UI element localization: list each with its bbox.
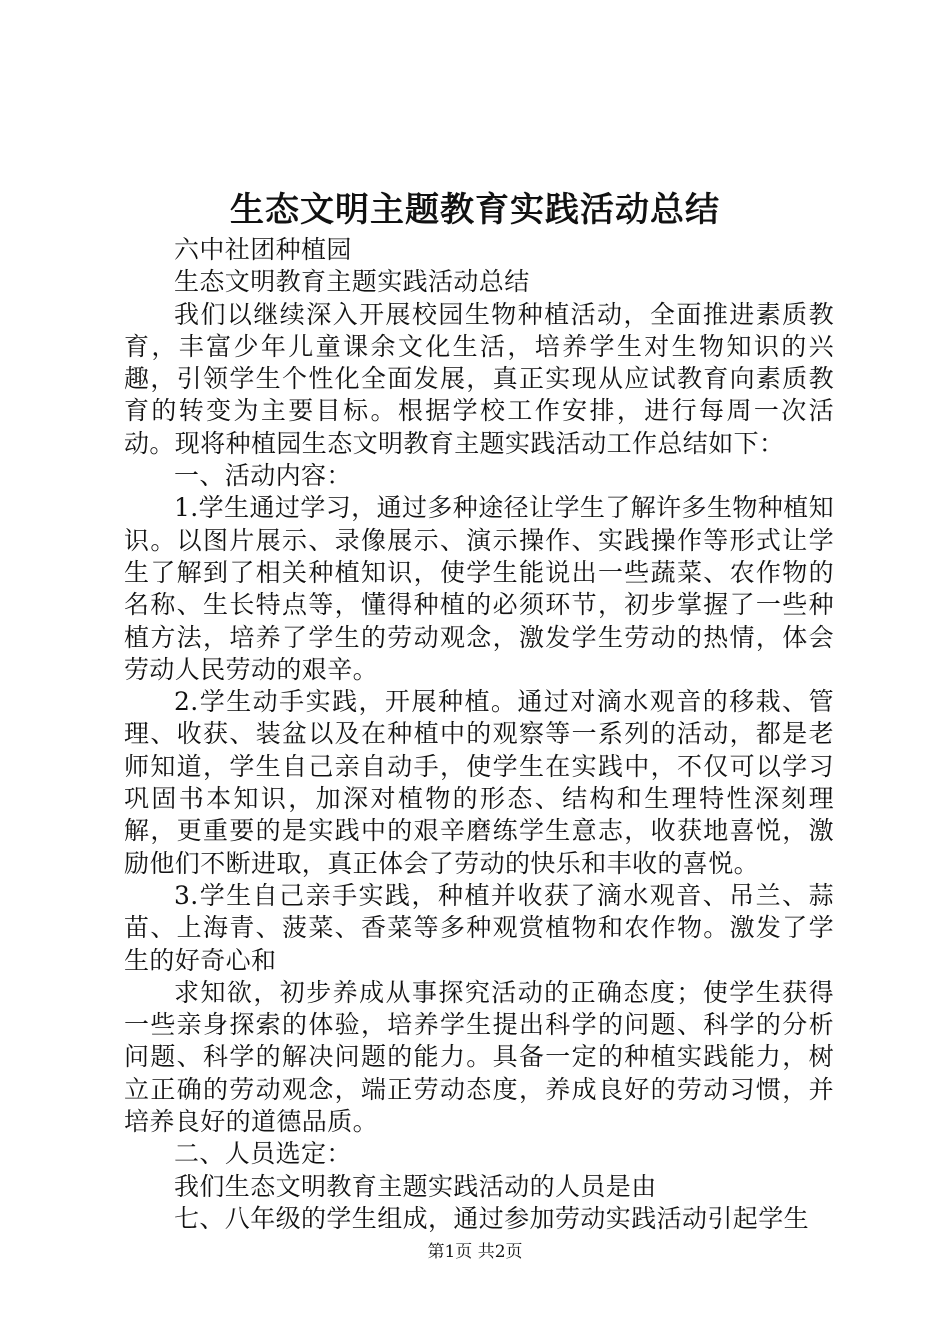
section-heading-personnel: 二、人员选定： [174, 1139, 352, 1169]
paragraph-item-3-continued: 求知欲，初步养成从事探究活动的正确态度；使学生获得一些亲身探索的体验，培养学生提出科学的问题、科学的分析问题、科学的解决问题的能力。具备一定的种植实践能力，树立正确的劳动观念，端正劳动态度，养成良好的劳动习惯，并培养良好的道德品质。 [124, 977, 834, 1137]
paragraph-org: 六中社团种植园 [174, 235, 352, 264]
paragraph-item-2: 2.学生动手实践，开展种植。通过对滴水观音的移栽、管理、收获、装盆以及在种植中的观察等一系列的活动，都是老师知道，学生自己亲自动手，使学生在实践中，不仅可以学习巩固书本知识，加深对植物的形态、结构和生理特性深刻理解，更重要的是实践中的艰辛磨练学生意志，收获地喜悦，激励他们不断进取，真正体会了劳动的快乐和丰收的喜悦。 [124, 687, 834, 878]
document-title: 生态文明主题教育实践活动总结 [230, 190, 720, 230]
document-body [124, 234, 834, 1235]
paragraph-subtitle: 生态文明教育主题实践活动总结 [174, 267, 530, 297]
paragraph-personnel: 我们生态文明教育主题实践活动的人员是由 [174, 1171, 657, 1201]
page-footer: 第1页 共2页 [427, 1242, 523, 1262]
paragraph-item-1: 1.学生通过学习，通过多种途径让学生了解许多生物种植知识。以图片展示、录像展示、演示操作、实践操作等形式让学生了解到了相关种植知识，使学生能说出一些蔬菜、农作物的名称、生长特点等，懂得种植的必须环节，初步掌握了一些种植方法，培养了学生的劳动观念，激发学生劳动的热情，体会劳动人民劳动的艰辛。 [124, 493, 834, 684]
paragraph-personnel-continued: 七、八年级的学生组成，通过参加劳动实践活动引起学生 [174, 1203, 810, 1233]
paragraph-item-3: 3.学生自己亲手实践，种植并收获了滴水观音、吊兰、蒜苗、上海青、菠菜、香菜等多种观赏植物和农作物。激发了学生的好奇心和 [124, 880, 834, 975]
paragraph-intro: 我们以继续深入开展校园生物种植活动，全面推进素质教育，丰富少年儿童课余文化生活，培养学生对生物知识的兴趣，引领学生个性化全面发展，真正实现从应试教育向素质教育的转变为主要目标。根据学校工作安排，进行每周一次活动。现将种植园生态文明教育主题实践活动工作总结如下： [124, 299, 834, 458]
section-heading-content: 一、活动内容： [174, 461, 352, 491]
